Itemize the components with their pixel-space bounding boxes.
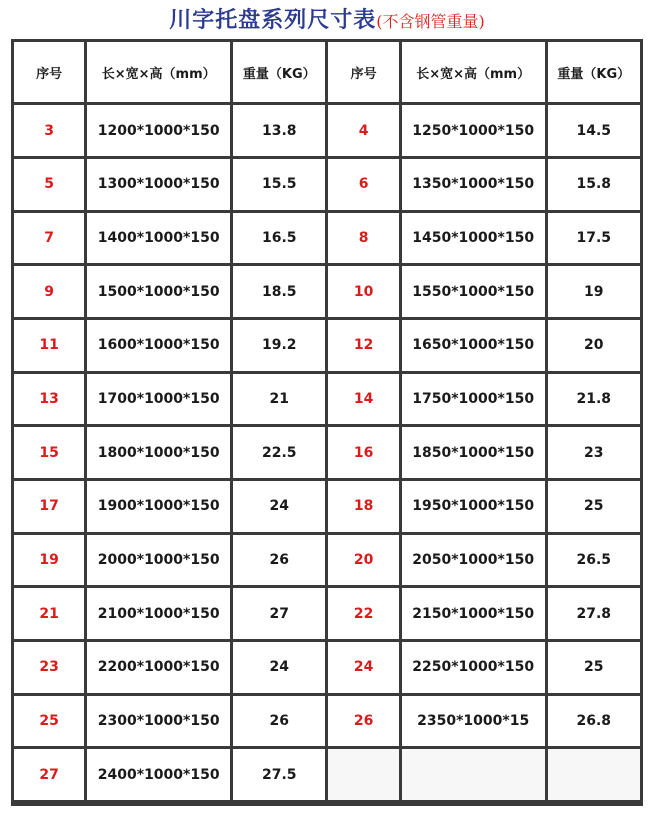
seq-cell: 4 bbox=[328, 105, 398, 156]
weight-cell: 24 bbox=[233, 642, 325, 693]
table-row bbox=[14, 696, 640, 747]
table-row bbox=[14, 481, 640, 532]
dimensions-cell: 1300*1000*150 bbox=[87, 159, 230, 210]
dimensions-cell: 1950*1000*150 bbox=[402, 481, 545, 532]
dimensions-cell: 2050*1000*150 bbox=[402, 535, 545, 586]
header-dimensions: 长×宽×高（mm） bbox=[87, 42, 230, 102]
dimensions-cell: 1500*1000*150 bbox=[87, 266, 230, 317]
dimensions-cell: 2300*1000*150 bbox=[87, 696, 230, 747]
table-row bbox=[14, 159, 640, 210]
dimensions-cell: 1200*1000*150 bbox=[87, 105, 230, 156]
seq-cell: 3 bbox=[14, 105, 84, 156]
table-row bbox=[14, 374, 640, 425]
dimensions-cell: 1450*1000*150 bbox=[402, 213, 545, 264]
weight-cell: 23 bbox=[548, 427, 640, 478]
weight-cell: 17.5 bbox=[548, 213, 640, 264]
page-title bbox=[0, 6, 654, 37]
dimensions-cell: 1850*1000*150 bbox=[402, 427, 545, 478]
seq-cell: 17 bbox=[14, 481, 84, 532]
weight-cell: 25 bbox=[548, 642, 640, 693]
title-note: (不含钢管重量) bbox=[376, 12, 485, 31]
seq-cell: 23 bbox=[14, 642, 84, 693]
table-row bbox=[14, 642, 640, 693]
weight-cell: 26 bbox=[233, 535, 325, 586]
size-table-frame bbox=[11, 39, 643, 806]
dimensions-cell: 2400*1000*150 bbox=[87, 749, 230, 800]
dimensions-cell: 1700*1000*150 bbox=[87, 374, 230, 425]
seq-cell: 20 bbox=[328, 535, 398, 586]
dimensions-cell: 2250*1000*150 bbox=[402, 642, 545, 693]
table-row bbox=[14, 749, 640, 800]
seq-cell: 8 bbox=[328, 213, 398, 264]
seq-cell: 14 bbox=[328, 374, 398, 425]
table-row bbox=[14, 535, 640, 586]
seq-cell: 22 bbox=[328, 588, 398, 639]
header-seq: 序号 bbox=[14, 42, 84, 102]
weight-cell: 15.8 bbox=[548, 159, 640, 210]
dimensions-cell: 1900*1000*150 bbox=[87, 481, 230, 532]
seq-cell: 12 bbox=[328, 320, 398, 371]
dimensions-cell: 2200*1000*150 bbox=[87, 642, 230, 693]
table-row bbox=[14, 213, 640, 264]
size-table bbox=[11, 39, 643, 806]
weight-cell: 27.5 bbox=[233, 749, 325, 800]
weight-cell: 13.8 bbox=[233, 105, 325, 156]
weight-cell: 19.2 bbox=[233, 320, 325, 371]
seq-cell: 9 bbox=[14, 266, 84, 317]
dimensions-cell: 1650*1000*150 bbox=[402, 320, 545, 371]
seq-cell: 21 bbox=[14, 588, 84, 639]
weight-cell bbox=[548, 749, 640, 800]
dimensions-cell: 1800*1000*150 bbox=[87, 427, 230, 478]
weight-cell: 26.8 bbox=[548, 696, 640, 747]
weight-cell: 27.8 bbox=[548, 588, 640, 639]
weight-cell: 25 bbox=[548, 481, 640, 532]
header-dimensions: 长×宽×高（mm） bbox=[402, 42, 545, 102]
dimensions-cell: 1550*1000*150 bbox=[402, 266, 545, 317]
weight-cell: 15.5 bbox=[233, 159, 325, 210]
dimensions-cell: 1600*1000*150 bbox=[87, 320, 230, 371]
seq-cell: 27 bbox=[14, 749, 84, 800]
weight-cell: 21 bbox=[233, 374, 325, 425]
dimensions-cell: 1750*1000*150 bbox=[402, 374, 545, 425]
dimensions-cell: 1350*1000*150 bbox=[402, 159, 545, 210]
table-row bbox=[14, 266, 640, 317]
seq-cell: 13 bbox=[14, 374, 84, 425]
header-seq: 序号 bbox=[328, 42, 398, 102]
seq-cell: 26 bbox=[328, 696, 398, 747]
table-row bbox=[14, 427, 640, 478]
seq-cell: 10 bbox=[328, 266, 398, 317]
weight-cell: 22.5 bbox=[233, 427, 325, 478]
weight-cell: 20 bbox=[548, 320, 640, 371]
seq-cell: 24 bbox=[328, 642, 398, 693]
seq-cell: 15 bbox=[14, 427, 84, 478]
seq-cell: 6 bbox=[328, 159, 398, 210]
seq-cell: 16 bbox=[328, 427, 398, 478]
dimensions-cell bbox=[402, 749, 545, 800]
weight-cell: 14.5 bbox=[548, 105, 640, 156]
seq-cell: 18 bbox=[328, 481, 398, 532]
seq-cell: 7 bbox=[14, 213, 84, 264]
weight-cell: 24 bbox=[233, 481, 325, 532]
dimensions-cell: 2100*1000*150 bbox=[87, 588, 230, 639]
weight-cell: 18.5 bbox=[233, 266, 325, 317]
dimensions-cell: 1400*1000*150 bbox=[87, 213, 230, 264]
dimensions-cell: 2150*1000*150 bbox=[402, 588, 545, 639]
dimensions-cell: 2000*1000*150 bbox=[87, 535, 230, 586]
table-row bbox=[14, 105, 640, 156]
seq-cell: 25 bbox=[14, 696, 84, 747]
header-weight: 重量（KG） bbox=[548, 42, 640, 102]
header-weight: 重量（KG） bbox=[233, 42, 325, 102]
weight-cell: 21.8 bbox=[548, 374, 640, 425]
seq-cell: 11 bbox=[14, 320, 84, 371]
table-header-row bbox=[14, 42, 640, 102]
table-row bbox=[14, 588, 640, 639]
table-title: 川字托盘系列尺寸表 bbox=[169, 8, 377, 33]
weight-cell: 19 bbox=[548, 266, 640, 317]
seq-cell bbox=[328, 749, 398, 800]
weight-cell: 26.5 bbox=[548, 535, 640, 586]
dimensions-cell: 1250*1000*150 bbox=[402, 105, 545, 156]
dimensions-cell: 2350*1000*15 bbox=[402, 696, 545, 747]
weight-cell: 26 bbox=[233, 696, 325, 747]
table-row bbox=[14, 320, 640, 371]
weight-cell: 16.5 bbox=[233, 213, 325, 264]
seq-cell: 19 bbox=[14, 535, 84, 586]
weight-cell: 27 bbox=[233, 588, 325, 639]
seq-cell: 5 bbox=[14, 159, 84, 210]
